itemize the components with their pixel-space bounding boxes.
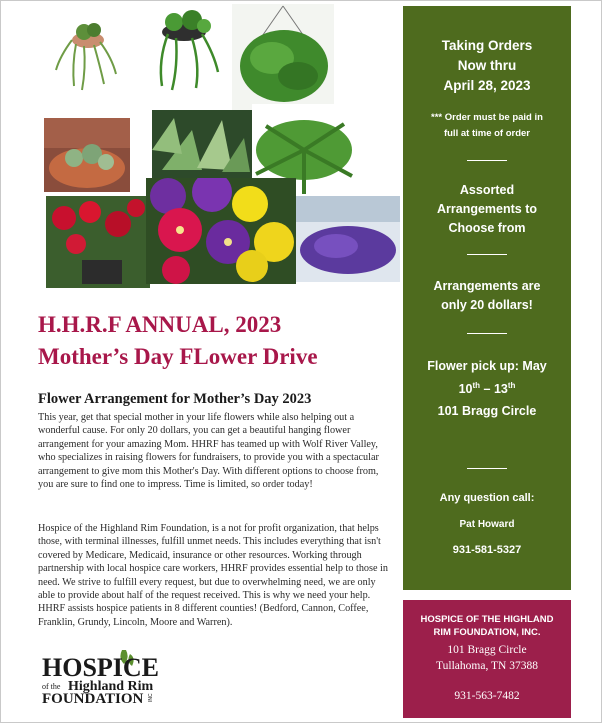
svg-text:Highland Rim: Highland Rim <box>68 679 154 694</box>
pickup-line1: Flower pick up: May <box>427 359 547 373</box>
divider <box>467 254 507 255</box>
svg-text:HOSPICE: HOSPICE <box>42 653 160 682</box>
org-name-line1: HOSPICE OF THE HIGHLAND <box>420 614 554 625</box>
photo-string-of-pearls <box>46 10 126 92</box>
divider <box>467 468 507 469</box>
assorted-line2: Arrangements to <box>436 202 538 216</box>
pickup-address: 101 Bragg Circle <box>437 404 537 418</box>
photo-succulent-pot <box>44 118 130 192</box>
svg-text:FOUNDATION: FOUNDATION <box>42 691 144 706</box>
orders-line1: Taking Orders <box>441 38 533 53</box>
photo-petunias <box>146 178 296 284</box>
org-phone: 931-563-7482 <box>454 690 520 702</box>
payment-note-line2: full at time of order <box>443 128 531 139</box>
org-city: Tullahoma, TN 37388 <box>436 660 538 672</box>
photo-wandering-jew <box>152 110 252 180</box>
contact-phone: 931-581-5327 <box>452 544 522 556</box>
svg-text:of the: of the <box>42 682 61 691</box>
orders-line2: Now thru <box>457 58 517 73</box>
org-address-box <box>403 600 571 718</box>
photo-purple-hanging-basket <box>296 196 400 282</box>
event-title-line1: H.H.R.F ANNUAL, 2023 <box>38 312 282 337</box>
assorted-line3: Choose from <box>448 221 526 235</box>
divider <box>467 333 507 334</box>
question-label: Any question call: <box>439 492 535 504</box>
photo-hanging-fern-basket <box>232 4 334 110</box>
org-street: 101 Bragg Circle <box>447 644 527 656</box>
divider <box>467 160 507 161</box>
svg-text:INC: INC <box>148 693 154 702</box>
photo-hanging-trailing-plant <box>148 8 224 94</box>
intro-paragraph: This year, get that special mother in your life flowers while also helping out a wonderful cause. For only 20 dollars, you can get a beautiful hanging flower arrangement for your amazing Mom. HHRF has teamed up with Wolf River Valley, who specializes in raising flowers for fundraisers, to provide you with a spectacular arrangement to give mom this Mother's Day. With different options to choose from, you are sure to find one to impress. Time is limited, so order today! <box>38 412 379 491</box>
org-name-line2: RIM FOUNDATION, INC. <box>433 627 541 638</box>
pickup-dates: 10th – 13th <box>458 381 516 397</box>
photo-red-geraniums <box>46 196 150 288</box>
contact-name: Pat Howard <box>459 519 515 530</box>
price-line1: Arrangements are <box>433 279 541 293</box>
orders-deadline: April 28, 2023 <box>443 78 531 93</box>
payment-note-line1: *** Order must be paid in <box>431 112 543 123</box>
hospice-logo <box>40 648 160 706</box>
assorted-line1: Assorted <box>459 183 515 197</box>
section-heading: Flower Arrangement for Mother’s Day 2023 <box>38 391 312 407</box>
event-title-line2: Mother’s Day FLower Drive <box>38 344 318 369</box>
order-info-panel <box>403 6 571 590</box>
price-line2: only 20 dollars! <box>441 298 533 312</box>
about-paragraph: Hospice of the Highland Rim Foundation, is a not for profit organization, that helps those, with terminal illnesses, fulfill unmet needs. This includes everything that isn't covered by Medicare, Medicaid, insurance or other resources. Working through partnership with local hospice care workers, HHRF provides essential help to those in need. We strive to fulfill every request, but due to overwhelming need, we are only able to provide about half of the request received. This is why we need your help. HHRF assists hospice patients in 8 different counties! (Bedford, Cannon, Coffee, Franklin, Grundy, Lincoln, Moore and Warren). <box>38 523 388 628</box>
